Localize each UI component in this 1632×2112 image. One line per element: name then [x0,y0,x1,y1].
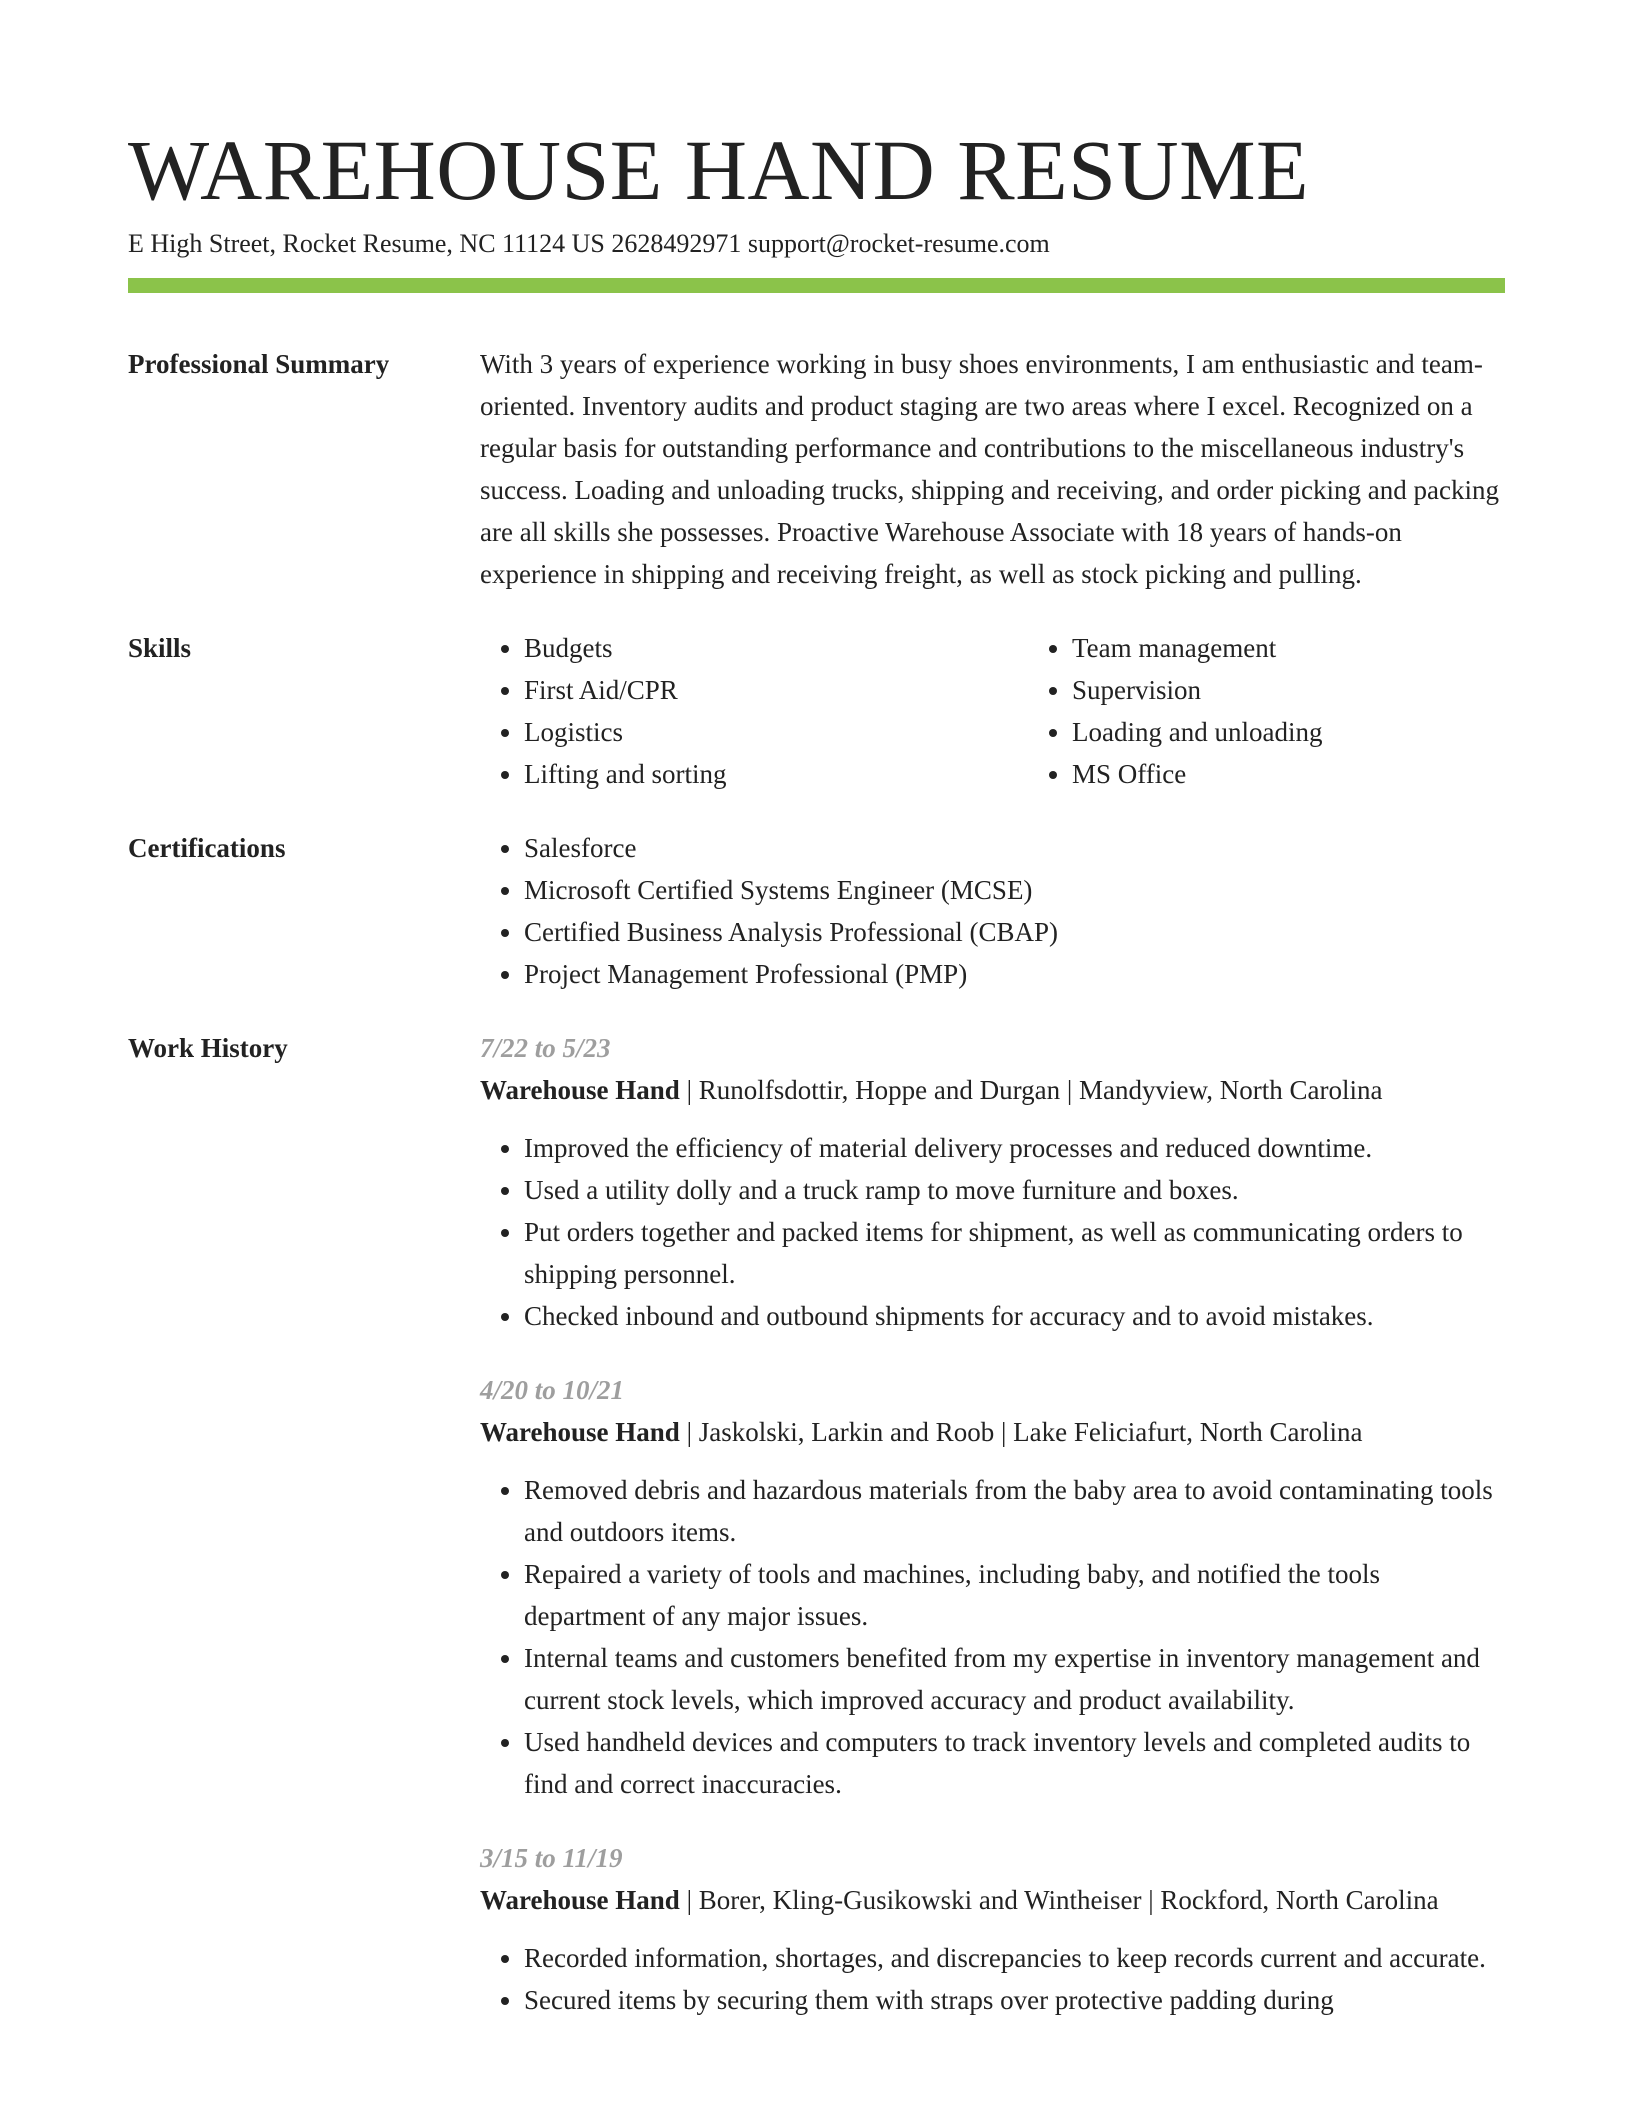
summary-section [128,343,1505,595]
job-bullet: • Secured items by securing them with straps over protective padding during [524,1979,1505,2021]
skill-item: • Loading and unloading [1072,711,1576,753]
job-heading [480,1879,1505,1921]
job-company: Jaskolski, Larkin and Roob [698,1417,995,1447]
certifications-heading: Certifications [128,833,286,863]
certification-item: • Certified Business Analysis Professional (CBAP) [524,911,1505,953]
job-bullet: • Used a utility dolly and a truck ramp to move furniture and boxes. [524,1169,1505,1211]
job-heading [480,1069,1505,1111]
work-history-section [128,1027,1505,2053]
job-dates: 7/22 to 5/23 [480,1033,611,1063]
certifications-section [128,827,1505,995]
page-title: WAREHOUSE HAND RESUME [128,122,1310,218]
job-bullets [480,1937,1505,2021]
job-location: Mandyview, North Carolina [1079,1075,1383,1105]
job-bullets [480,1469,1505,1805]
skill-item: • Budgets [524,627,1028,669]
job-bullet: • Used handheld devices and computers to track inventory levels and completed audits to find and correct inaccuracies. [524,1721,1505,1805]
certifications-list [480,827,1505,995]
skills-list-left [480,627,1028,795]
job-location: Lake Feliciafurt, North Carolina [1013,1417,1363,1447]
job-dates: 3/15 to 11/19 [480,1843,623,1873]
job-separator: | [679,1075,699,1105]
skill-item: • MS Office [1072,753,1576,795]
job-title: Warehouse Hand [480,1885,680,1915]
resume-page [128,0,1505,2053]
job-location: Rockford, North Carolina [1160,1885,1439,1915]
job-bullet: • Improved the efficiency of material delivery processes and reduced downtime. [524,1127,1505,1169]
job-bullets [480,1127,1505,1337]
summary-heading: Professional Summary [128,349,390,379]
job-company: Borer, Kling-Gusikowski and Wintheiser [698,1885,1142,1915]
contact-line: E High Street, Rocket Resume, NC 11124 US 2628492971 support@rocket-resume.com [128,229,1050,258]
job-entry [480,1837,1505,2021]
summary-text: With 3 years of experience working in busy shoes environments, I am enthusiastic and team-oriented. Inventory audits and product staging are two areas where I excel. Recognized on a regular basis for outstanding performance and contributions to the miscellaneous industry's success. Loading and unloading trucks, shipping and receiving, and order picking and packing are all skills she possesses. Proactive Warehouse Associate with 18 years of hands-on experience in shipping and receiving freight, as well as stock picking and pulling. [480,349,1499,589]
skills-list-right [1028,627,1576,795]
job-title: Warehouse Hand [480,1075,680,1105]
job-entry [480,1027,1505,1337]
job-bullet: • Internal teams and customers benefited from my expertise in inventory management and current stock levels, which improved accuracy and product availability. [524,1637,1505,1721]
skills-section [128,627,1505,795]
job-separator: | [1060,1075,1080,1105]
certification-item: • Microsoft Certified Systems Engineer (MCSE) [524,869,1505,911]
skill-item: • Lifting and sorting [524,753,1028,795]
job-bullet: • Removed debris and hazardous materials from the baby area to avoid contaminating tools and outdoors items. [524,1469,1505,1553]
work-history-heading: Work History [128,1033,288,1063]
job-dates: 4/20 to 10/21 [480,1375,625,1405]
skill-item: • Supervision [1072,669,1576,711]
job-entry [480,1369,1505,1805]
header-divider [128,278,1505,293]
job-company: Runolfsdottir, Hoppe and Durgan [698,1075,1061,1105]
job-bullet: • Put orders together and packed items for shipment, as well as communicating orders to shipping personnel. [524,1211,1505,1295]
job-heading [480,1411,1505,1453]
job-bullet: • Checked inbound and outbound shipments for accuracy and to avoid mistakes. [524,1295,1505,1337]
certification-item: • Salesforce [524,827,1505,869]
certification-item: • Project Management Professional (PMP) [524,953,1505,995]
job-bullet: • Recorded information, shortages, and discrepancies to keep records current and accurate. [524,1937,1505,1979]
job-separator: | [679,1885,699,1915]
job-title: Warehouse Hand [480,1417,680,1447]
skill-item: • Team management [1072,627,1576,669]
job-separator: | [994,1417,1014,1447]
skill-item: • First Aid/CPR [524,669,1028,711]
job-separator: | [679,1417,699,1447]
skills-heading: Skills [128,633,192,663]
skill-item: • Logistics [524,711,1028,753]
job-separator: | [1141,1885,1161,1915]
job-bullet: • Repaired a variety of tools and machines, including baby, and notified the tools department of any major issues. [524,1553,1505,1637]
